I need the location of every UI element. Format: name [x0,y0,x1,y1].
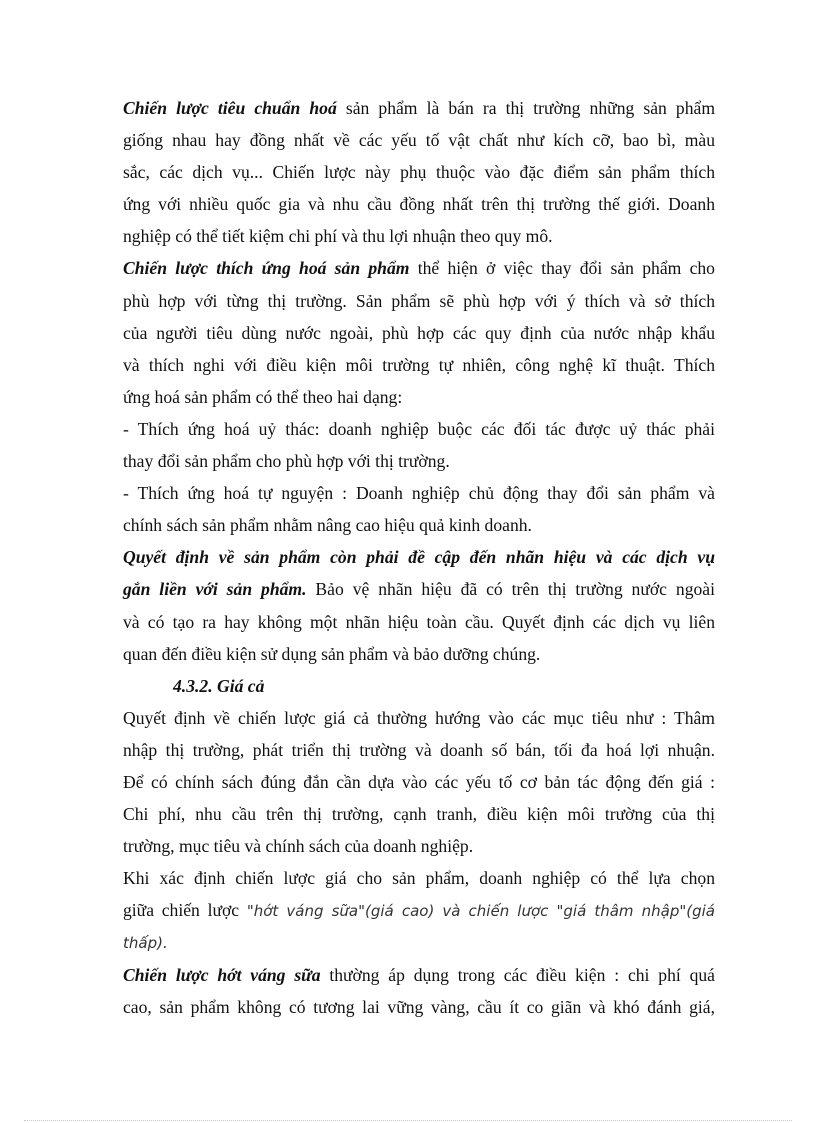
paragraph-line: Để có chính sách đúng đắn cần dựa vào các yếu tố cơ bản tác động đến giá : [123,771,715,792]
emphasis-line: Quyết định về sản phẩm còn phải đề cập đến nhãn hiệu và các dịch vụ [123,547,715,568]
text-run: sản phẩm là bán ra thị trường những sản phẩm [336,98,716,118]
paragraph-line: nhập thị trường, phát triển thị trường và doanh số bán, tối đa hoá lợi nhuận. [123,739,715,760]
emphasis-term: Chiến lược hớt váng sữa [123,964,321,985]
paragraph-line: và thích nghi với điều kiện môi trường tự nhiên, công nghệ kĩ thuật. Thích [123,354,715,375]
text-run: giữa chiến lược [123,900,247,921]
paragraph-line [123,926,715,958]
list-item-line: - Thích ứng hoá tự nguyện : Doanh nghiệp chủ động thay đổi sản phẩm và [123,483,715,504]
section-heading: 4.3.2. Giá cả [173,675,265,696]
document-page [123,92,715,1023]
paragraph-line: trường, mục tiêu và chính sách của doanh nghiệp. [123,836,474,857]
paragraph-line: Quyết định về chiến lược giá cả thường hướng vào các mục tiêu như : Thâm [123,707,715,728]
paragraph-line: nghiệp có thể tiết kiệm chi phí và thu lợi nhuận theo quy mô. [123,226,553,247]
emphasis-term: Chiến lược tiêu chuẩn hoá [123,98,337,118]
list-item-line: thay đổi sản phẩm cho phù hợp với thị trường. [123,451,450,472]
quoted-strategies: "hớt váng sữa"(giá cao) và chiến lược "giá thâm nhập"(giá [246,902,715,921]
paragraph-line [123,252,715,284]
paragraph-line: Khi xác định chiến lược giá cho sản phẩm, doanh nghiệp có thể lựa chọn [123,868,715,889]
paragraph-line: quan đến điều kiện sử dụng sản phẩm và bảo dưỡng chúng. [123,643,541,664]
page-bottom-divider [24,1120,792,1121]
emphasis-term: Chiến lược thích ứng hoá sản phẩm [123,258,410,279]
quoted-strategies: thấp). [123,934,168,953]
paragraph-line: phù hợp với từng thị trường. Sản phẩm sẽ phù hợp với ý thích và sở thích [123,290,715,311]
text-run: Bảo vệ nhãn hiệu đã có trên thị trường nước ngoài [306,579,716,600]
text-run: thường áp dụng trong các điều kiện : chi phí quá [320,964,715,985]
paragraph-line: của người tiêu dùng nước ngoài, phù hợp các quy định của nước nhập khẩu [123,322,715,343]
paragraph-line: sắc, các dịch vụ... Chiến lược này phụ thuộc vào đặc điểm sản phẩm thích [123,162,715,183]
paragraph-line: ứng hoá sản phẩm có thể theo hai dạng: [123,386,403,407]
text-run: thể hiện ở việc thay đổi sản phẩm cho [409,258,715,279]
paragraph-line: và có tạo ra hay không một nhãn hiệu toàn cầu. Quyết định các dịch vụ liên [123,611,715,632]
paragraph-line: giống nhau hay đồng nhất về các yếu tố vật chất như kích cỡ, bao bì, màu [123,130,715,151]
paragraph-line [123,573,715,605]
emphasis-term: gắn liền với sản phẩm. [123,579,307,600]
paragraph-line [123,959,715,991]
paragraph-line [123,894,715,926]
paragraph-line: cao, sản phẩm không có tương lai vững vàng, cầu ít co giãn và khó đánh giá, [123,996,715,1017]
paragraph-line: ứng với nhiều quốc gia và nhu cầu đồng nhất trên thị trường thế giới. Doanh [123,194,715,215]
paragraph-line: Chi phí, nhu cầu trên thị trường, cạnh tranh, điều kiện môi trường của thị [123,804,715,825]
paragraph-line [123,92,715,124]
list-item-line: chính sách sản phẩm nhằm nâng cao hiệu quả kinh doanh. [123,515,532,536]
list-item-line: - Thích ứng hoá uỷ thác: doanh nghiệp buộc các đối tác được uỷ thác phải [123,418,715,439]
